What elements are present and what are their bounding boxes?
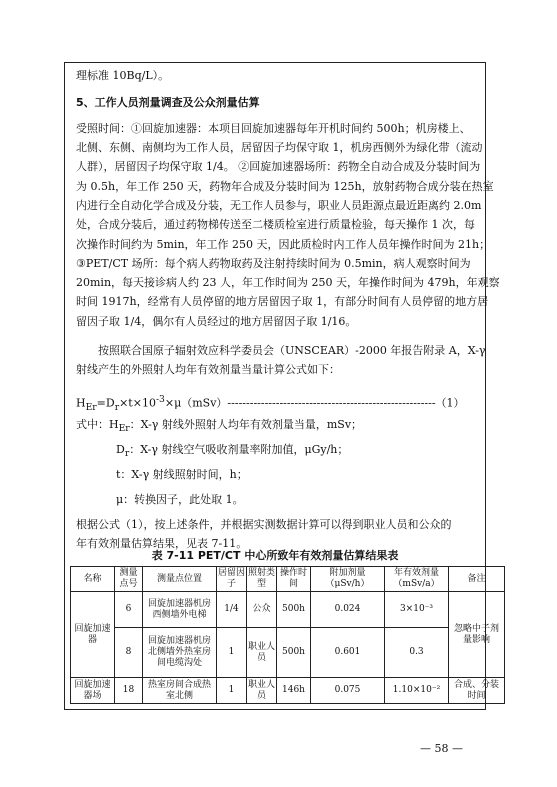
body-text-line: $D_r$：X-γ 射线空气吸收剂量率附加值，μGy/h； <box>116 443 349 460</box>
body-text-line: 处，合成分装后，通过药物梯传送至二楼质检室进行质量检验，每天操作 1 次，每 <box>76 218 475 231</box>
table-cell: 3×10⁻³ <box>385 592 449 628</box>
table-cell: 1.10×10⁻² <box>385 678 449 704</box>
body-text-line: 次操作时间约为 5min，年工作 250 天，因此质检时内工作人员年操作时间为 21h； <box>76 238 491 251</box>
header-cell: 备注 <box>449 567 505 592</box>
table-cell: 18 <box>115 678 143 704</box>
table-cell: 热室房间合成热室北侧 <box>143 678 217 704</box>
body-text-line: 时间 1917h，经常有人员停留的地方居留因子取 1，有部分时间有人员停留的地方居 <box>76 295 489 308</box>
body-text-line: 式中：$H_{Er}$：X-γ 射线外照射人均年有效剂量当量，mSv； <box>76 418 363 435</box>
header-cell: 附加剂量（μSv/h） <box>311 567 385 592</box>
header-cell: 操作时间 <box>277 567 311 592</box>
table-cell: 回旋加速器机房北侧墙外热室房间电缆沟处 <box>143 628 217 678</box>
table-cell: 0.075 <box>311 678 385 704</box>
body-text-line: 根据公式（1），按上述条件，并根据实测数据计算可以得到职业人员和公众的 <box>76 518 452 531</box>
section-heading: 5、工作人员剂量调查及公众剂量估算 <box>76 96 260 109</box>
table-cell: 0.3 <box>385 628 449 678</box>
header-cell: 测量点位置 <box>143 567 217 592</box>
body-text-line: μ：转换因子，此处取 1。 <box>116 493 244 506</box>
page-number: — 58 — <box>420 742 463 755</box>
note-cell: 忽略中子剂量影响 <box>449 592 505 678</box>
table-cell: 6 <box>115 592 143 628</box>
header-cell: 测量点号 <box>115 567 143 592</box>
body-text-line: 为 0.5h，年工作 250 天，药物年合成及分装时间为 125h，放射药物合成分装在热室 <box>76 180 494 193</box>
body-text-line: 北侧、东侧、南侧均为工作人员，居留因子均保守取 1，机房西侧外为绿化带（流动 <box>76 141 483 154</box>
table-cell: 合成、分装时间 <box>449 678 505 704</box>
body-text-line: $H_{Er}=D_r\times t\times 10^{-3}\times\mu(mSv)--------------------------------------------------------(1)$ <box>76 394 465 413</box>
table-caption: 表 7-11 PET/CT 中心所致年有效剂量估算结果表 <box>151 549 399 562</box>
header-cell: 年有效剂量（mSv/a） <box>385 567 449 592</box>
table-row <box>71 592 505 628</box>
table-cell: 500h <box>277 628 311 678</box>
table-cell: 0.601 <box>311 628 385 678</box>
table-cell: 回旋加速器场 <box>71 678 115 704</box>
table-cell: 1 <box>217 628 247 678</box>
header-cell: 居留因子 <box>217 567 247 592</box>
table-cell: 1/4 <box>217 592 247 628</box>
table-cell: 回旋加速器机房西侧墙外电梯 <box>143 592 217 628</box>
body-text-line: ③PET/CT 场所：每个病人药物取药及注射持续时间为 0.5min，病人观察时间为 <box>76 257 471 270</box>
body-text-line: 年有效剂量估算结果，见表 7-11。 <box>76 537 248 550</box>
table-cell: 500h <box>277 592 311 628</box>
header-cell: 名称 <box>71 567 115 592</box>
body-text-line: 理标准 10Bq/L）。 <box>76 69 170 82</box>
body-text-line: 受照时间：①回旋加速器：本项目回旋加速器每年开机时间约 500h；机房楼上、 <box>76 122 471 135</box>
body-text-line: 内进行全自动化学合成及分装，无工作人员参与，职业人员距源点最近距离约 2.0m <box>76 199 482 212</box>
body-text-line: 按照联合国原子辐射效应科学委员会（UNSCEAR）-2000 年报告附录 A，X-γ <box>98 344 486 357</box>
body-text-line: 射线产生的外照射人均年有效剂量当量计算公式如下： <box>76 363 340 376</box>
dose-estimate-table <box>70 566 505 704</box>
body-text-line: 20min，每天接诊病人约 23 人，年工作时间为 250 天，年操作时间为 479h，年观察 <box>76 276 500 289</box>
table-row <box>71 628 505 678</box>
table-cell: 0.024 <box>311 592 385 628</box>
table-cell: 146h <box>277 678 311 704</box>
table-cell: 公众 <box>247 592 277 628</box>
table-cell: 1 <box>217 678 247 704</box>
body-text-line: 人群），居留因子均保守取 1/4。 ②回旋加速器场所：药物全自动合成及分装时间为 <box>76 160 481 173</box>
table-cell: 8 <box>115 628 143 678</box>
body-text-line: 留因子取 1/4，偶尔有人员经过的地方居留因子取 1/16。 <box>76 315 357 328</box>
header-cell: 照射类型 <box>247 567 277 592</box>
group-name-cell: 回旋加速器 <box>71 592 115 678</box>
table-header-row <box>71 567 505 592</box>
table-cell: 职业人员 <box>247 678 277 704</box>
table-cell: 职业人员 <box>247 628 277 678</box>
body-text-line: t：X-γ 射线照射时间，h； <box>116 468 248 481</box>
table-row <box>71 678 505 704</box>
